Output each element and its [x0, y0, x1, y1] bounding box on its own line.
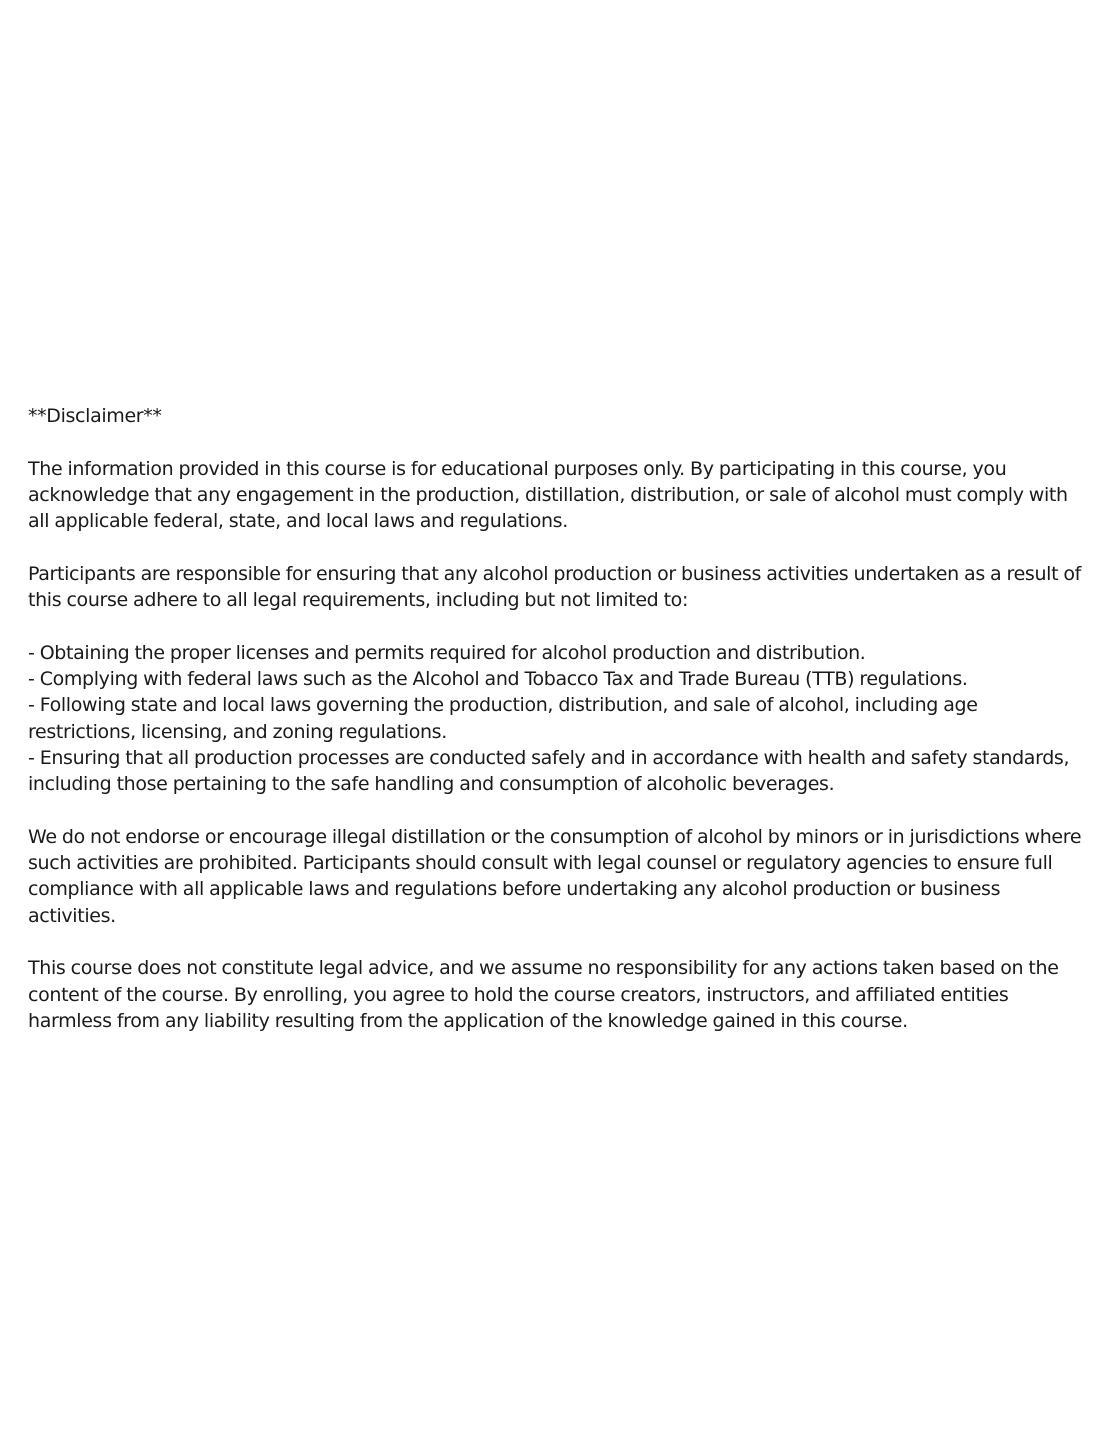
list-item-continuation: restrictions, licensing, and zoning regulations.	[28, 720, 447, 743]
paragraph-gap	[28, 429, 1092, 455]
paragraph-endorsement	[28, 824, 1092, 929]
list-item: - Complying with federal laws such as the Alcohol and Tobacco Tax and Trade Bureau (TTB) regulations.	[28, 667, 968, 690]
paragraph-line: We do not endorse or encourage illegal distillation or the consumption of alcohol by minors or in jurisdictions where	[28, 825, 1082, 848]
requirements-list	[28, 640, 1092, 798]
paragraph-line: activities.	[28, 904, 116, 927]
paragraph-line: content of the course. By enrolling, you agree to hold the course creators, instructors, and affiliated entities	[28, 983, 1009, 1006]
list-item: - Following state and local laws governing the production, distribution, and sale of alcohol, including age	[28, 694, 978, 717]
paragraph-line: compliance with all applicable laws and regulations before undertaking any alcohol production or business	[28, 878, 1001, 901]
paragraph-responsibilities	[28, 561, 1092, 614]
paragraph-legal-advice	[28, 955, 1092, 1034]
paragraph-line: acknowledge that any engagement in the production, distillation, distribution, or sale of alcohol must comply with	[28, 483, 1068, 506]
disclaimer-text	[28, 403, 1092, 1034]
paragraph-line: such activities are prohibited. Participants should consult with legal counsel or regulatory agencies to ensure full	[28, 852, 1053, 875]
list-item: - Ensuring that all production processes are conducted safely and in accordance with health and safety standards,	[28, 746, 1070, 769]
paragraph-line: Participants are responsible for ensuring that any alcohol production or business activities undertaken as a result of	[28, 562, 1081, 585]
paragraph-line: this course adhere to all legal requirements, including but not limited to:	[28, 589, 689, 612]
paragraph-gap	[28, 797, 1092, 823]
list-item: - Obtaining the proper licenses and permits required for alcohol production and distribution.	[28, 641, 866, 664]
paragraph-gap	[28, 929, 1092, 955]
paragraph-line: The information provided in this course is for educational purposes only. By participating in this course, you	[28, 457, 1007, 480]
paragraph-line: This course does not constitute legal advice, and we assume no responsibility for any actions taken based on the	[28, 957, 1059, 980]
paragraph-intro	[28, 456, 1092, 535]
list-item-continuation: including those pertaining to the safe handling and consumption of alcoholic beverages.	[28, 773, 835, 796]
paragraph-line: harmless from any liability resulting from the application of the knowledge gained in this course.	[28, 1009, 908, 1032]
paragraph-line: all applicable federal, state, and local laws and regulations.	[28, 510, 568, 533]
paragraph-gap	[28, 613, 1092, 639]
paragraph-gap	[28, 534, 1092, 560]
disclaimer-title: **Disclaimer**	[28, 405, 162, 427]
